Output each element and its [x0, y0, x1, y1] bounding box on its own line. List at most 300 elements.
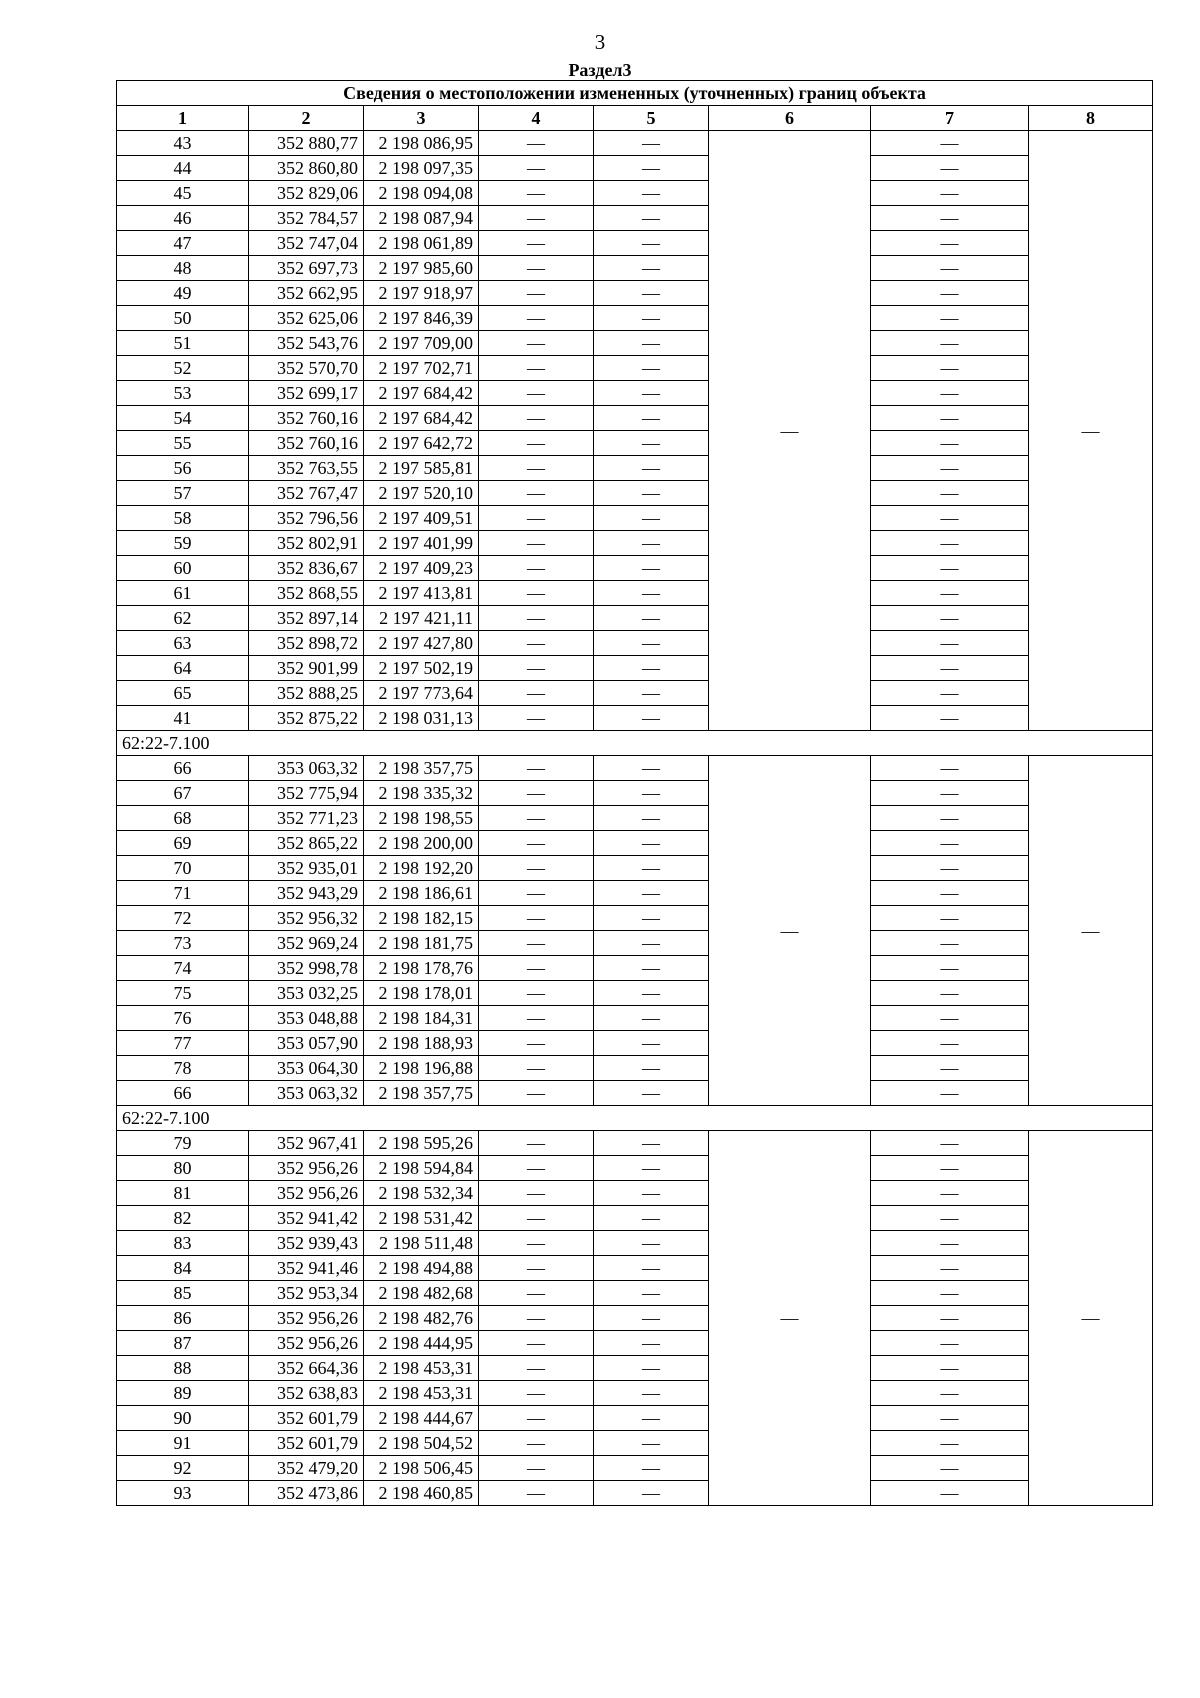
coord-x: 353 063,32	[249, 1081, 364, 1106]
point-number: 53	[117, 381, 249, 406]
dash-cell: —	[594, 1456, 709, 1481]
table-row	[117, 481, 1153, 506]
table-row	[117, 1031, 1153, 1056]
coord-x: 353 048,88	[249, 1006, 364, 1031]
table-row	[117, 1181, 1153, 1206]
dash-cell: —	[479, 1381, 594, 1406]
dash-cell: —	[479, 656, 594, 681]
dash-cell: —	[871, 1081, 1029, 1106]
point-number: 54	[117, 406, 249, 431]
dash-cell: —	[871, 281, 1029, 306]
dash-cell: —	[479, 556, 594, 581]
point-number: 82	[117, 1206, 249, 1231]
coord-y: 2 198 196,88	[364, 1056, 479, 1081]
coord-y: 2 198 184,31	[364, 1006, 479, 1031]
coord-y: 2 198 594,84	[364, 1156, 479, 1181]
coord-x: 352 888,25	[249, 681, 364, 706]
coord-x: 352 865,22	[249, 831, 364, 856]
point-number: 92	[117, 1456, 249, 1481]
coord-x: 352 829,06	[249, 181, 364, 206]
coord-y: 2 198 453,31	[364, 1381, 479, 1406]
point-number: 89	[117, 1381, 249, 1406]
coord-y: 2 198 192,20	[364, 856, 479, 881]
coord-y: 2 197 585,81	[364, 456, 479, 481]
dash-cell: —	[479, 331, 594, 356]
coord-y: 2 198 178,76	[364, 956, 479, 981]
column-header: 6	[709, 106, 871, 131]
column-header: 8	[1029, 106, 1153, 131]
coord-y: 2 198 186,61	[364, 881, 479, 906]
coord-x: 352 875,22	[249, 706, 364, 731]
coord-y: 2 197 684,42	[364, 381, 479, 406]
point-number: 90	[117, 1406, 249, 1431]
table-row	[117, 881, 1153, 906]
dash-cell: —	[479, 1481, 594, 1506]
column-header: 1	[117, 106, 249, 131]
coord-x: 352 763,55	[249, 456, 364, 481]
table-row	[117, 381, 1153, 406]
dash-cell: —	[594, 581, 709, 606]
coord-x: 352 967,41	[249, 1131, 364, 1156]
dash-cell: —	[479, 531, 594, 556]
coord-x: 352 543,76	[249, 331, 364, 356]
point-number: 47	[117, 231, 249, 256]
table-row	[117, 706, 1153, 731]
coord-x: 352 771,23	[249, 806, 364, 831]
dash-cell: —	[871, 231, 1029, 256]
coord-y: 2 197 401,99	[364, 531, 479, 556]
point-number: 81	[117, 1181, 249, 1206]
dash-cell: —	[871, 256, 1029, 281]
coord-y: 2 198 444,67	[364, 1406, 479, 1431]
coord-y: 2 197 702,71	[364, 356, 479, 381]
coord-y: 2 198 198,55	[364, 806, 479, 831]
coord-y: 2 198 097,35	[364, 156, 479, 181]
coord-x: 352 784,57	[249, 206, 364, 231]
group-label: 62:22-7.100	[117, 731, 1153, 756]
dash-cell: —	[871, 331, 1029, 356]
column-header: 7	[871, 106, 1029, 131]
point-number: 44	[117, 156, 249, 181]
point-number: 61	[117, 581, 249, 606]
dash-cell: —	[479, 231, 594, 256]
dash-cell: —	[479, 306, 594, 331]
table-row	[117, 1081, 1153, 1106]
table-row	[117, 906, 1153, 931]
table-row	[117, 1231, 1153, 1256]
dash-cell: —	[479, 1306, 594, 1331]
dash-cell: —	[594, 1256, 709, 1281]
coord-y: 2 198 453,31	[364, 1356, 479, 1381]
dash-cell: —	[594, 1006, 709, 1031]
dash-cell: —	[594, 1406, 709, 1431]
coord-y: 2 197 409,23	[364, 556, 479, 581]
dash-cell: —	[594, 931, 709, 956]
dash-cell: —	[594, 481, 709, 506]
dash-cell: —	[594, 156, 709, 181]
dash-cell: —	[479, 1431, 594, 1456]
dash-cell: —	[871, 356, 1029, 381]
dash-cell: —	[479, 1206, 594, 1231]
coord-y: 2 198 061,89	[364, 231, 479, 256]
dash-cell: —	[479, 1031, 594, 1056]
dash-cell: —	[479, 906, 594, 931]
point-number: 48	[117, 256, 249, 281]
coord-x: 352 697,73	[249, 256, 364, 281]
coord-x: 352 941,42	[249, 1206, 364, 1231]
dash-cell: —	[594, 506, 709, 531]
dash-cell: —	[871, 306, 1029, 331]
dash-cell: —	[871, 556, 1029, 581]
coord-x: 352 939,43	[249, 1231, 364, 1256]
dash-cell: —	[479, 481, 594, 506]
table-row	[117, 506, 1153, 531]
coord-x: 352 767,47	[249, 481, 364, 506]
coord-x: 352 570,70	[249, 356, 364, 381]
dash-cell: —	[479, 431, 594, 456]
dash-cell: —	[594, 456, 709, 481]
dash-cell: —	[871, 1456, 1029, 1481]
dash-cell: —	[871, 831, 1029, 856]
coord-y: 2 198 504,52	[364, 1431, 479, 1456]
point-number: 60	[117, 556, 249, 581]
coord-x: 352 860,80	[249, 156, 364, 181]
group-label-row	[117, 731, 1153, 756]
coord-x: 352 956,26	[249, 1306, 364, 1331]
point-number: 65	[117, 681, 249, 706]
dash-cell: —	[594, 1056, 709, 1081]
dash-cell: —	[479, 1331, 594, 1356]
dash-cell: —	[871, 1481, 1029, 1506]
point-number: 58	[117, 506, 249, 531]
coord-x: 352 901,99	[249, 656, 364, 681]
coord-y: 2 198 182,15	[364, 906, 479, 931]
merged-dash-cell: —	[709, 131, 871, 731]
coord-x: 352 898,72	[249, 631, 364, 656]
coord-y: 2 198 031,13	[364, 706, 479, 731]
dash-cell: —	[594, 306, 709, 331]
merged-dash-cell: —	[1029, 131, 1153, 731]
coord-y: 2 198 178,01	[364, 981, 479, 1006]
table-row	[117, 1481, 1153, 1506]
dash-cell: —	[479, 506, 594, 531]
table-row	[117, 556, 1153, 581]
coord-y: 2 198 188,93	[364, 1031, 479, 1056]
point-number: 43	[117, 131, 249, 156]
dash-cell: —	[479, 756, 594, 781]
dash-cell: —	[871, 656, 1029, 681]
coord-y: 2 198 482,76	[364, 1306, 479, 1331]
point-number: 68	[117, 806, 249, 831]
table-row	[117, 231, 1153, 256]
coord-x: 352 638,83	[249, 1381, 364, 1406]
dash-cell: —	[479, 806, 594, 831]
table-row	[117, 681, 1153, 706]
point-number: 93	[117, 1481, 249, 1506]
point-number: 50	[117, 306, 249, 331]
dash-cell: —	[594, 1156, 709, 1181]
coord-x: 352 625,06	[249, 306, 364, 331]
coord-y: 2 198 200,00	[364, 831, 479, 856]
dash-cell: —	[594, 631, 709, 656]
dash-cell: —	[871, 1006, 1029, 1031]
coord-x: 352 953,34	[249, 1281, 364, 1306]
dash-cell: —	[871, 1031, 1029, 1056]
dash-cell: —	[479, 1406, 594, 1431]
point-number: 66	[117, 756, 249, 781]
dash-cell: —	[871, 481, 1029, 506]
table-row	[117, 1256, 1153, 1281]
coord-y: 2 198 506,45	[364, 1456, 479, 1481]
dash-cell: —	[594, 256, 709, 281]
dash-cell: —	[479, 381, 594, 406]
point-number: 62	[117, 606, 249, 631]
dash-cell: —	[594, 806, 709, 831]
coord-y: 2 197 773,64	[364, 681, 479, 706]
coord-y: 2 197 520,10	[364, 481, 479, 506]
table-row	[117, 806, 1153, 831]
coord-x: 352 802,91	[249, 531, 364, 556]
coord-x: 352 601,79	[249, 1406, 364, 1431]
coord-x: 352 747,04	[249, 231, 364, 256]
dash-cell: —	[871, 1331, 1029, 1356]
merged-dash-cell: —	[709, 756, 871, 1106]
coord-x: 352 664,36	[249, 1356, 364, 1381]
dash-cell: —	[871, 131, 1029, 156]
dash-cell: —	[594, 1356, 709, 1381]
dash-cell: —	[871, 606, 1029, 631]
coord-x: 353 032,25	[249, 981, 364, 1006]
table-row	[117, 606, 1153, 631]
dash-cell: —	[594, 1031, 709, 1056]
point-number: 77	[117, 1031, 249, 1056]
coord-x: 352 956,26	[249, 1331, 364, 1356]
coord-x: 352 956,32	[249, 906, 364, 931]
coord-x: 353 063,32	[249, 756, 364, 781]
point-number: 45	[117, 181, 249, 206]
table-body	[117, 131, 1153, 1506]
dash-cell: —	[479, 931, 594, 956]
dash-cell: —	[871, 931, 1029, 956]
point-number: 91	[117, 1431, 249, 1456]
dash-cell: —	[871, 581, 1029, 606]
coord-y: 2 197 846,39	[364, 306, 479, 331]
coord-y: 2 198 494,88	[364, 1256, 479, 1281]
column-header: 2	[249, 106, 364, 131]
coord-x: 353 057,90	[249, 1031, 364, 1056]
dash-cell: —	[594, 906, 709, 931]
dash-cell: —	[871, 1431, 1029, 1456]
table-row	[117, 781, 1153, 806]
group-label-row	[117, 1106, 1153, 1131]
dash-cell: —	[594, 356, 709, 381]
dash-cell: —	[479, 956, 594, 981]
dash-cell: —	[871, 1156, 1029, 1181]
dash-cell: —	[594, 531, 709, 556]
point-number: 67	[117, 781, 249, 806]
dash-cell: —	[594, 381, 709, 406]
dash-cell: —	[479, 1356, 594, 1381]
point-number: 76	[117, 1006, 249, 1031]
dash-cell: —	[594, 231, 709, 256]
point-number: 71	[117, 881, 249, 906]
coord-x: 352 956,26	[249, 1156, 364, 1181]
dash-cell: —	[871, 1281, 1029, 1306]
dash-cell: —	[594, 606, 709, 631]
dash-cell: —	[594, 1431, 709, 1456]
coord-x: 352 775,94	[249, 781, 364, 806]
table-title: Сведения о местоположении измененных (уточненных) границ объекта	[117, 81, 1153, 106]
dash-cell: —	[479, 406, 594, 431]
column-header: 4	[479, 106, 594, 131]
table-row	[117, 456, 1153, 481]
point-number: 46	[117, 206, 249, 231]
table-row	[117, 656, 1153, 681]
dash-cell: —	[479, 1181, 594, 1206]
point-number: 75	[117, 981, 249, 1006]
table-row	[117, 1456, 1153, 1481]
point-number: 84	[117, 1256, 249, 1281]
dash-cell: —	[594, 1481, 709, 1506]
dash-cell: —	[594, 1331, 709, 1356]
dash-cell: —	[594, 781, 709, 806]
merged-dash-cell: —	[1029, 1131, 1153, 1506]
table-row	[117, 856, 1153, 881]
coord-y: 2 198 181,75	[364, 931, 479, 956]
dash-cell: —	[871, 681, 1029, 706]
point-number: 80	[117, 1156, 249, 1181]
coord-x: 352 601,79	[249, 1431, 364, 1456]
coord-y: 2 198 087,94	[364, 206, 479, 231]
coord-y: 2 198 460,85	[364, 1481, 479, 1506]
dash-cell: —	[871, 856, 1029, 881]
dash-cell: —	[479, 156, 594, 181]
dash-cell: —	[871, 981, 1029, 1006]
table-row	[117, 1431, 1153, 1456]
table-row	[117, 931, 1153, 956]
dash-cell: —	[594, 1231, 709, 1256]
dash-cell: —	[594, 1181, 709, 1206]
page-number: 3	[594, 30, 606, 54]
table-row	[117, 206, 1153, 231]
dash-cell: —	[594, 1206, 709, 1231]
dash-cell: —	[871, 506, 1029, 531]
coord-y: 2 198 532,34	[364, 1181, 479, 1206]
table-row	[117, 306, 1153, 331]
coord-x: 352 943,29	[249, 881, 364, 906]
coord-x: 353 064,30	[249, 1056, 364, 1081]
table-row	[117, 1381, 1153, 1406]
dash-cell: —	[871, 531, 1029, 556]
dash-cell: —	[871, 706, 1029, 731]
point-number: 56	[117, 456, 249, 481]
dash-cell: —	[871, 781, 1029, 806]
coord-y: 2 198 531,42	[364, 1206, 479, 1231]
dash-cell: —	[871, 1406, 1029, 1431]
dash-cell: —	[871, 631, 1029, 656]
dash-cell: —	[479, 356, 594, 381]
table-row	[117, 1406, 1153, 1431]
table-row	[117, 281, 1153, 306]
dash-cell: —	[479, 1081, 594, 1106]
table-row	[117, 756, 1153, 781]
dash-cell: —	[594, 881, 709, 906]
table-row	[117, 1156, 1153, 1181]
point-number: 59	[117, 531, 249, 556]
table-row	[117, 581, 1153, 606]
coordinates-table	[116, 80, 1153, 1506]
dash-cell: —	[479, 981, 594, 1006]
table-row	[117, 531, 1153, 556]
coord-x: 352 969,24	[249, 931, 364, 956]
coord-y: 2 198 482,68	[364, 1281, 479, 1306]
table-row	[117, 631, 1153, 656]
dash-cell: —	[594, 1081, 709, 1106]
point-number: 69	[117, 831, 249, 856]
point-number: 52	[117, 356, 249, 381]
dash-cell: —	[479, 831, 594, 856]
coord-x: 352 760,16	[249, 431, 364, 456]
coord-y: 2 198 357,75	[364, 1081, 479, 1106]
dash-cell: —	[871, 1131, 1029, 1156]
coord-x: 352 998,78	[249, 956, 364, 981]
coord-y: 2 198 335,32	[364, 781, 479, 806]
point-number: 73	[117, 931, 249, 956]
table-row	[117, 356, 1153, 381]
column-header: 5	[594, 106, 709, 131]
dash-cell: —	[871, 1181, 1029, 1206]
dash-cell: —	[594, 131, 709, 156]
dash-cell: —	[594, 1131, 709, 1156]
dash-cell: —	[479, 606, 594, 631]
coord-x: 352 836,67	[249, 556, 364, 581]
coord-y: 2 198 086,95	[364, 131, 479, 156]
dash-cell: —	[871, 1356, 1029, 1381]
dash-cell: —	[479, 706, 594, 731]
dash-cell: —	[871, 1306, 1029, 1331]
dash-cell: —	[594, 831, 709, 856]
table-row	[117, 956, 1153, 981]
coord-y: 2 198 444,95	[364, 1331, 479, 1356]
coord-x: 352 868,55	[249, 581, 364, 606]
table-row	[117, 331, 1153, 356]
point-number: 51	[117, 331, 249, 356]
table-row	[117, 406, 1153, 431]
coord-y: 2 197 642,72	[364, 431, 479, 456]
dash-cell: —	[479, 681, 594, 706]
dash-cell: —	[594, 681, 709, 706]
dash-cell: —	[594, 981, 709, 1006]
table-row	[117, 1356, 1153, 1381]
dash-cell: —	[871, 1056, 1029, 1081]
dash-cell: —	[479, 581, 594, 606]
coord-y: 2 198 357,75	[364, 756, 479, 781]
point-number: 66	[117, 1081, 249, 1106]
coord-y: 2 198 595,26	[364, 1131, 479, 1156]
dash-cell: —	[594, 331, 709, 356]
dash-cell: —	[871, 381, 1029, 406]
dash-cell: —	[594, 406, 709, 431]
point-number: 72	[117, 906, 249, 931]
dash-cell: —	[479, 1131, 594, 1156]
dash-cell: —	[594, 1381, 709, 1406]
coord-x: 352 935,01	[249, 856, 364, 881]
dash-cell: —	[594, 1306, 709, 1331]
table-row	[117, 131, 1153, 156]
dash-cell: —	[479, 1056, 594, 1081]
dash-cell: —	[594, 756, 709, 781]
coord-x: 352 760,16	[249, 406, 364, 431]
